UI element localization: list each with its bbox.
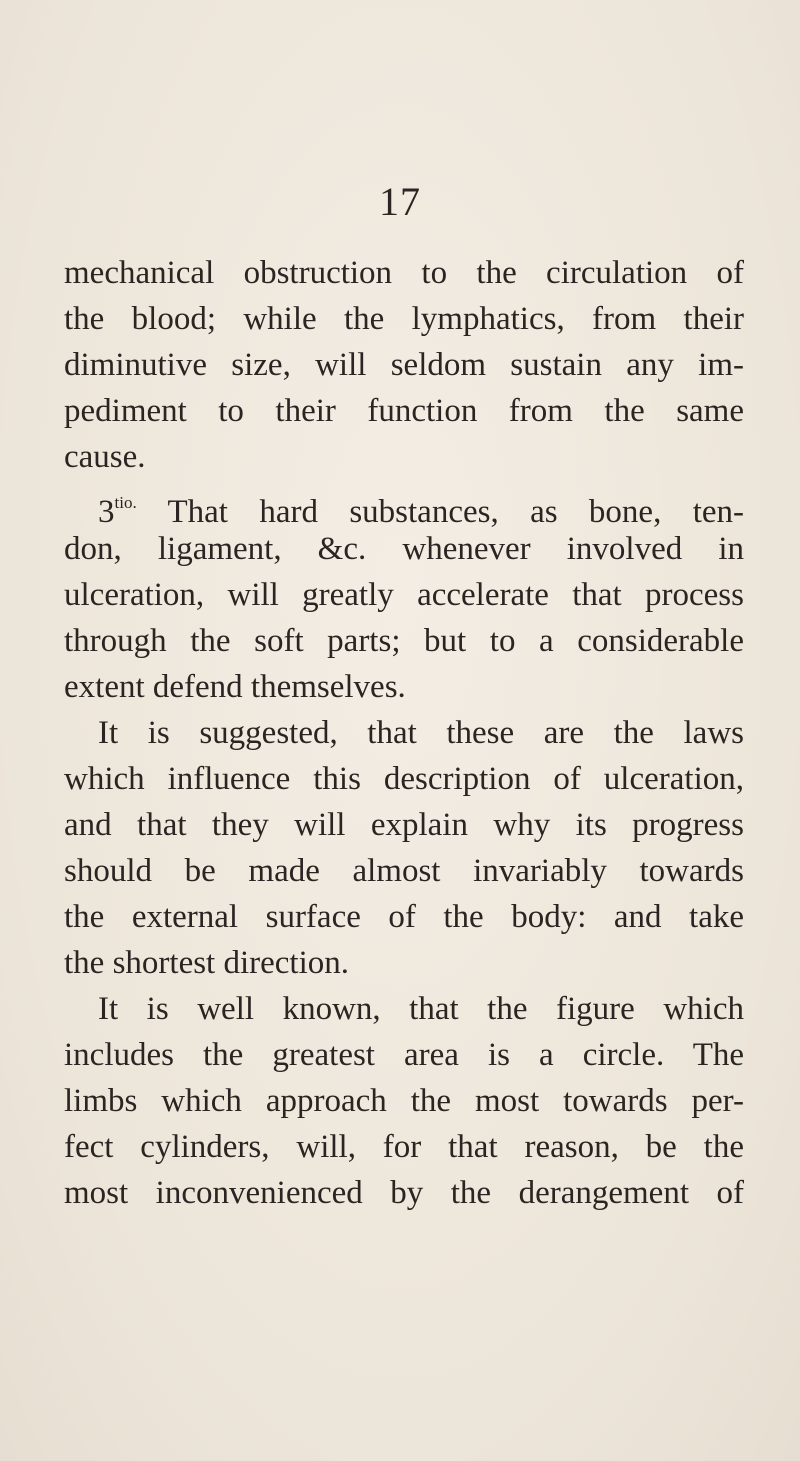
text-line: the external surface of the body: and take [64,899,744,935]
text-line: cause. [64,439,146,475]
text-line: It is suggested, that these are the laws [98,715,744,751]
text-line: through the soft parts; but to a considerable [64,623,744,659]
text-line: It is well known, that the figure which [98,991,744,1027]
text-line: limbs which approach the most towards per- [64,1083,744,1119]
text-line: most inconvenienced by the derangement of [64,1175,744,1211]
page-number: 17 [379,179,421,224]
ordinal-superscript: tio. [114,493,137,512]
text-line: includes the greatest area is a circle. The [64,1037,744,1073]
line-text: That hard substances, as bone, ten- [136,494,744,530]
text-line: and that they will explain why its progress [64,807,744,843]
text-line-numbered [64,480,744,530]
text-line: the shortest direction. [64,945,350,981]
body-text [64,250,744,1216]
ordinal-number: 3 [98,494,115,530]
text-line: don, ligament, &c. whenever involved in [64,531,744,567]
text-line: extent defend themselves. [64,669,406,705]
text-line: ulceration, will greatly accelerate that process [64,577,744,613]
text-line: mechanical obstruction to the circulation of [64,255,744,291]
text-line: fect cylinders, will, for that reason, be the [64,1129,744,1165]
text-line: the blood; while the lymphatics, from their [64,301,744,337]
text-line: pediment to their function from the same [64,393,744,429]
text-line: should be made almost invariably towards [64,853,744,889]
text-line: which influence this description of ulceration, [64,761,744,797]
text-line: diminutive size, will seldom sustain any im- [64,347,744,383]
